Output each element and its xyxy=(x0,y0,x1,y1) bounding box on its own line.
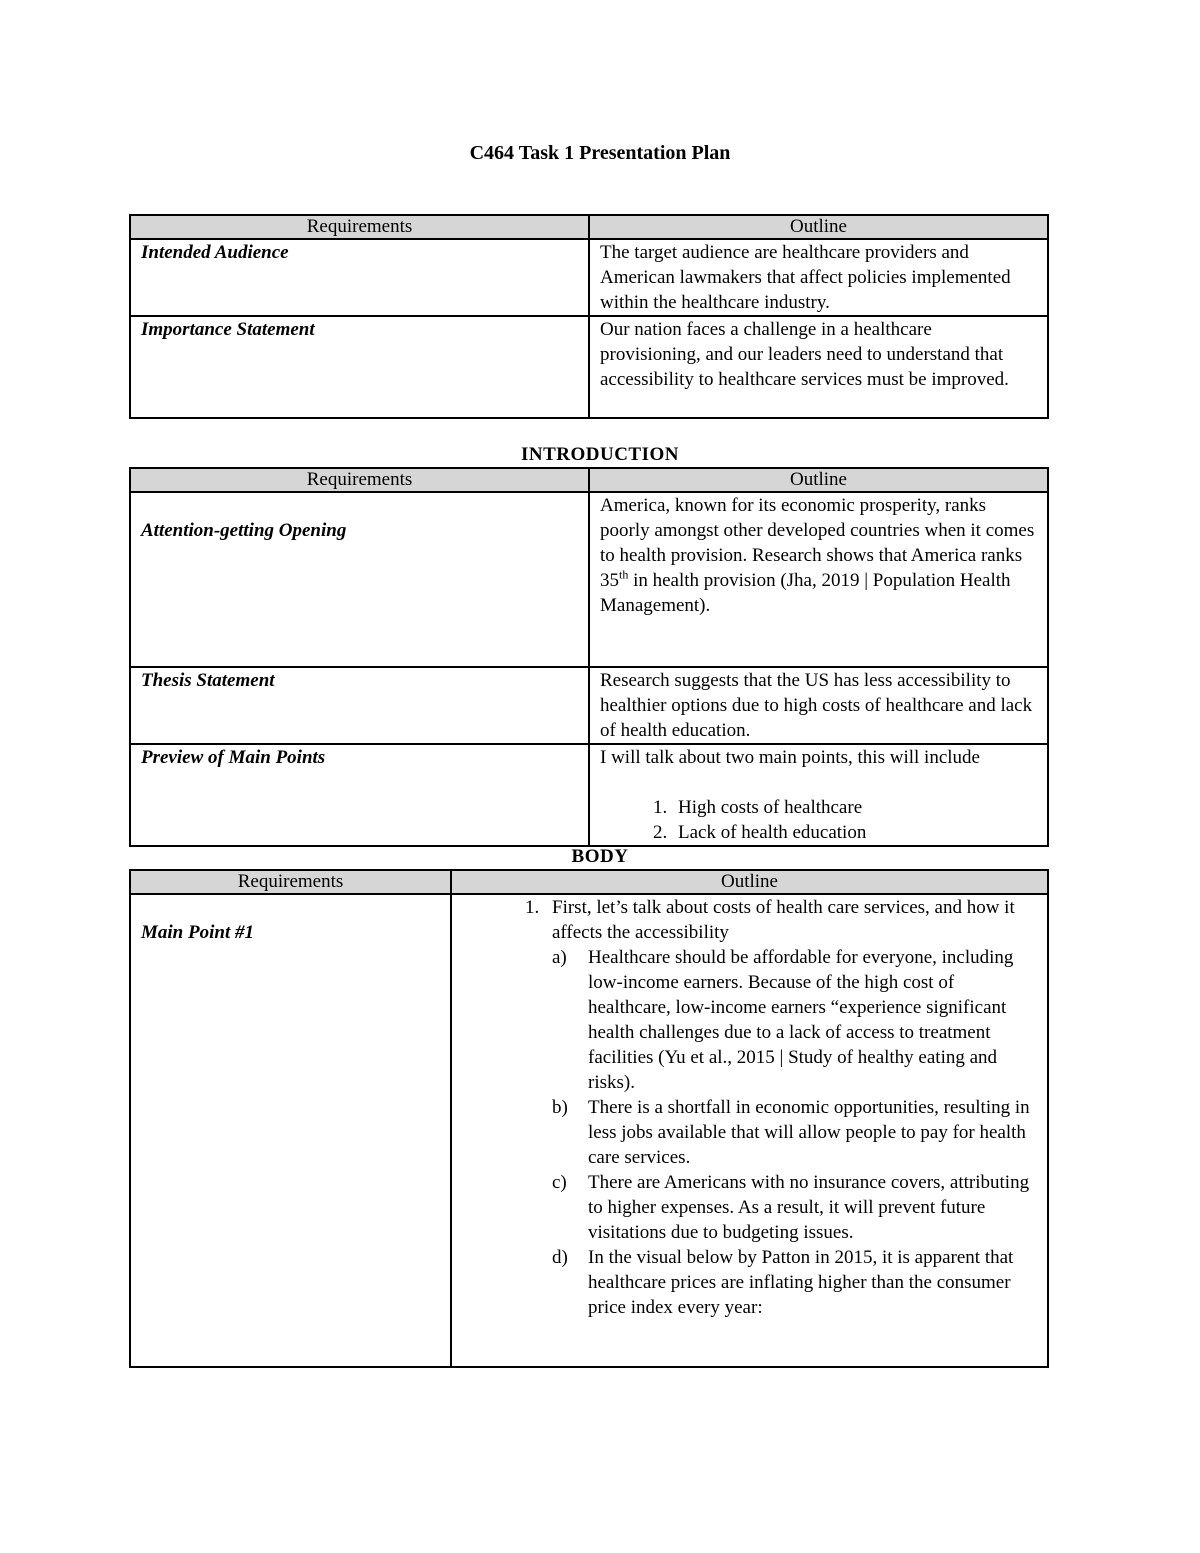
main-point-1-outline xyxy=(451,894,1048,1367)
attention-opening-text xyxy=(589,492,1048,667)
document-title: C464 Task 1 Presentation Plan xyxy=(469,142,731,164)
importance-statement-label: Importance Statement xyxy=(130,316,589,418)
importance-statement-text: Our nation faces a challenge in a healthcare provisioning, and our leaders need to understand that accessibility to healthcare services must be improved. xyxy=(589,316,1048,418)
attention-text-part-1: America, known for its economic prosperity, ranks poorly amongst other developed countries when it comes to health provision. Research shows that America ranks 35 xyxy=(600,495,1035,591)
main-point-list xyxy=(462,895,1033,1320)
overview-table xyxy=(129,214,1049,419)
main-point-1-label: Main Point #1 xyxy=(130,894,451,1367)
list-item xyxy=(552,1095,1033,1170)
subpoint-text: In the visual below by Patton in 2015, it is apparent that healthcare prices are inflating higher than the consumer price index every year: xyxy=(588,1247,1014,1318)
body-table xyxy=(129,869,1049,1368)
subpoint-list xyxy=(552,945,1033,1320)
preview-intro-text: I will talk about two main points, this will include xyxy=(600,747,980,768)
table-header-row xyxy=(130,468,1048,492)
table-row xyxy=(130,492,1048,667)
subpoint-marker: a) xyxy=(552,947,567,968)
table-header-row xyxy=(130,215,1048,239)
thesis-statement-label: Thesis Statement xyxy=(130,667,589,744)
ordinal-suffix: th xyxy=(619,567,629,582)
thesis-statement-text: Research suggests that the US has less accessibility to healthier options due to high costs of healthcare and lack of health education. xyxy=(589,667,1048,744)
preview-points-list xyxy=(600,795,1037,845)
main-point-lead: First, let’s talk about costs of health care services, and how it affects the accessibility xyxy=(552,897,1015,943)
list-item xyxy=(552,1245,1033,1320)
requirements-header: Requirements xyxy=(130,870,451,894)
table-header-row xyxy=(130,870,1048,894)
intended-audience-label: Intended Audience xyxy=(130,239,589,316)
outline-header: Outline xyxy=(451,870,1048,894)
list-item: 2. Lack of health education xyxy=(672,820,1037,845)
introduction-table xyxy=(129,467,1049,847)
list-item xyxy=(552,1170,1033,1245)
table-row xyxy=(130,316,1048,418)
intended-audience-text: The target audience are healthcare providers and American lawmakers that affect policies implemented within the healthcare industry. xyxy=(589,239,1048,316)
outline-header: Outline xyxy=(589,215,1048,239)
requirements-header: Requirements xyxy=(130,215,589,239)
list-item xyxy=(552,945,1033,1095)
requirements-header: Requirements xyxy=(130,468,589,492)
subpoint-text: Healthcare should be affordable for everyone, including low-income earners. Because of the high cost of healthcare, low-income earners “experience significant health challenges due to a lack of access to treatment facilities (Yu et al., 2015 | Study of healthy eating and risks). xyxy=(588,947,1014,1093)
subpoint-marker: b) xyxy=(552,1097,568,1118)
subpoint-marker: d) xyxy=(552,1247,568,1268)
introduction-heading: INTRODUCTION xyxy=(520,444,680,465)
table-row xyxy=(130,894,1048,1367)
attention-text-part-2: in health provision (Jha, 2019 | Population Health Management). xyxy=(600,570,1011,616)
outline-header: Outline xyxy=(589,468,1048,492)
table-row xyxy=(130,239,1048,316)
body-heading: BODY xyxy=(571,846,629,867)
table-row xyxy=(130,744,1048,846)
list-item: 1. High costs of healthcare xyxy=(672,795,1037,820)
table-row xyxy=(130,667,1048,744)
list-item xyxy=(544,895,1033,1320)
attention-opening-label: Attention-getting Opening xyxy=(130,492,589,667)
subpoint-text: There are Americans with no insurance covers, attributing to higher expenses. As a result, it will prevent future visitations due to budgeting issues. xyxy=(588,1172,1030,1243)
subpoint-marker: c) xyxy=(552,1172,567,1193)
subpoint-text: There is a shortfall in economic opportunities, resulting in less jobs available that will allow people to pay for health care services. xyxy=(588,1097,1030,1168)
preview-main-points-cell xyxy=(589,744,1048,846)
preview-main-points-label: Preview of Main Points xyxy=(130,744,589,846)
